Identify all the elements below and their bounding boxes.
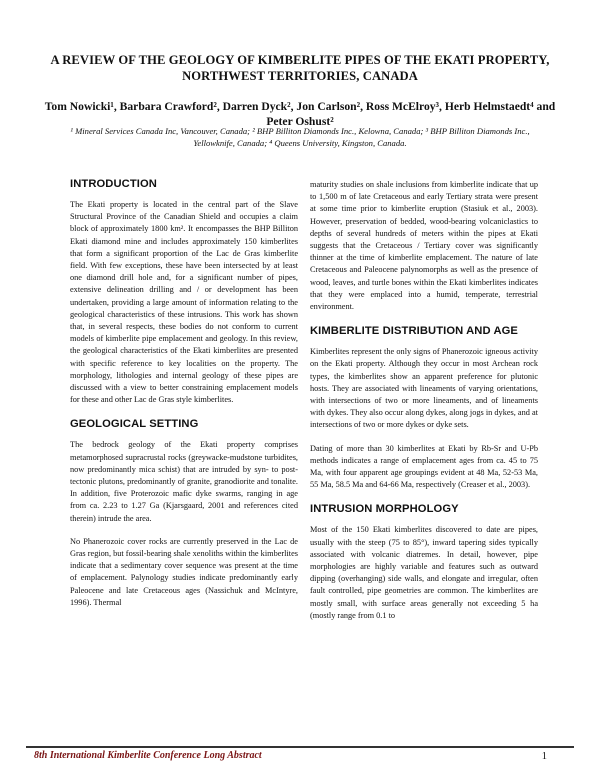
section-heading-geological-setting: GEOLOGICAL SETTING xyxy=(70,418,199,431)
affiliations: ¹ Mineral Services Canada Inc, Vancouver, Canada; ² BHP Billiton Diamonds Inc., Kelowna, Canada; ³ BHP Billiton Diamonds Inc., Yellowknife, Canada; ⁴ Queens University, Kingston, Canada. xyxy=(70,126,530,148)
footer-divider xyxy=(26,746,574,748)
geological-setting-paragraph-2: No Phanerozoic cover rocks are currently preserved in the Lac de Gras region, but fossil-bearing shale xenoliths within the kimberlites indicate that a sedimentary cover sequence was present at the time of emplacement. Palynology studies indicate predominantly early Paleocene and late Cretaceous ages (Nassichuk and McIntyre, 1996). Thermal xyxy=(70,536,298,607)
distribution-paragraph-2: Dating of more than 30 kimberlites at Ekati by Rb-Sr and U-Pb methods indicates a range of emplacement ages from ca. 45 to 75 Ma, with four apparent age groupings evident at 48 Ma, 52-53 Ma, 55 Ma, 58.5 Ma and 64-66 Ma, respectively (Creaser et al., 2003). xyxy=(310,443,538,490)
paper-title: A REVIEW OF THE GEOLOGY OF KIMBERLITE PIPES OF THE EKATI PROPERTY, NORTHWEST TERRITORIES, CANADA xyxy=(50,53,550,83)
footer-conference-name: 8th International Kimberlite Conference Long Abstract xyxy=(34,750,262,761)
introduction-paragraph: The Ekati property is located in the central part of the Slave Structural Province of the Canadian Shield and occupies a claim block of approximately 1800 km². It encompasses the BHP Billiton Ekati diamond mine and includes approximately 150 kimberlites that form a significant proportion of the Lac de Gras kimberlite field. With few exceptions, these have been intersected by at least one diamond drill hole and, for a significant number of pipes, extensive delineation drilling and / or development has been undertaken, providing a large amount of information relating to the geological characteristics of these intrusions. This work has shown that, in several respects, these bodies do not conform to current models of kimberlite pipe emplacement and geology. In this review, the geological characteristics of the Ekati kimberlites are presented with specific reference to key localities on the property. The morphology, lithologies and internal geology of these pipes are discussed with a view to better constraining emplacement models for these and other Lac de Gras style kimberlites. xyxy=(70,200,298,405)
section-heading-intrusion-morphology: INTRUSION MORPHOLOGY xyxy=(310,503,459,516)
distribution-paragraph-1: Kimberlites represent the only signs of Phanerozoic igneous activity on the Ekati property. Although they occur in most Archean rock types, the kimberlites show an apparent preference for plutonic hosts. They are associated with lineaments of varying orientations, with intersections of two or more lineaments, and of lineaments with dykes. They also occur along dykes, along jogs in dykes, and at intersections of two or more dykes or dyke sets. xyxy=(310,347,538,430)
geological-setting-paragraph-1: The bedrock geology of the Ekati property comprises metamorphosed supracrustal rocks (greywacke-mudstone turbidites, now predominantly mica schist) that are intruded by syn- to post-tectonic plutons, predominantly of granite, granodiorite and tonalite. In addition, five Proterozoic mafic dyke swarms, ranging in age from ca. 2.23 to 1.27 Ga (Kjarsgaard, 2001 and references cited therein) intrude the area. xyxy=(70,440,298,523)
left-column xyxy=(70,178,298,609)
right-column xyxy=(310,179,538,622)
geological-setting-paragraph-2-continued: maturity studies on shale inclusions from kimberlite indicate that up to 1,500 m of late Cretaceous and early Tertiary strata were present at some time prior to kimberlite eruption (Stasiuk et al., 2003). However, preservation of bedded, wood-bearing volcaniclastics to depths of several hundreds of meters within the pipes at Ekati suggests that the Cretaceous / Tertiary cover was significantly thinner at the time of kimberlite emplacement. The nature of late Cretaceous and Paleocene palynomorphs as well as the presence of wood, leaves, and turtle bones within the Ekati kimberlites indicates that they were emplaced into a humid, temperate, terrestrial environment. xyxy=(310,180,538,312)
page-number: 1 xyxy=(541,751,547,762)
section-heading-introduction: INTRODUCTION xyxy=(70,178,157,190)
intrusion-morphology-paragraph: Most of the 150 Ekati kimberlites discovered to date are pipes, usually with the steep (75 to 85°), inward tapering sides typically associated with volcanic diatremes. In detail, however, pipe morphologies are highly variable and features such as outward dipping (overhanging) side walls, and elongate and irregular, often fault controlled, pipe geometries are common. The kimberlites are mostly small, with surface areas generally not exceeding 5 ha (mostly range from 0.1 to xyxy=(310,525,538,620)
author-list: Tom Nowicki¹, Barbara Crawford², Darren Dyck², Jon Carlson², Ross McElroy³, Herb Helmstaedt⁴ and Peter Oshust² xyxy=(44,100,556,128)
section-heading-distribution-age: KIMBERLITE DISTRIBUTION AND AGE xyxy=(310,325,518,338)
